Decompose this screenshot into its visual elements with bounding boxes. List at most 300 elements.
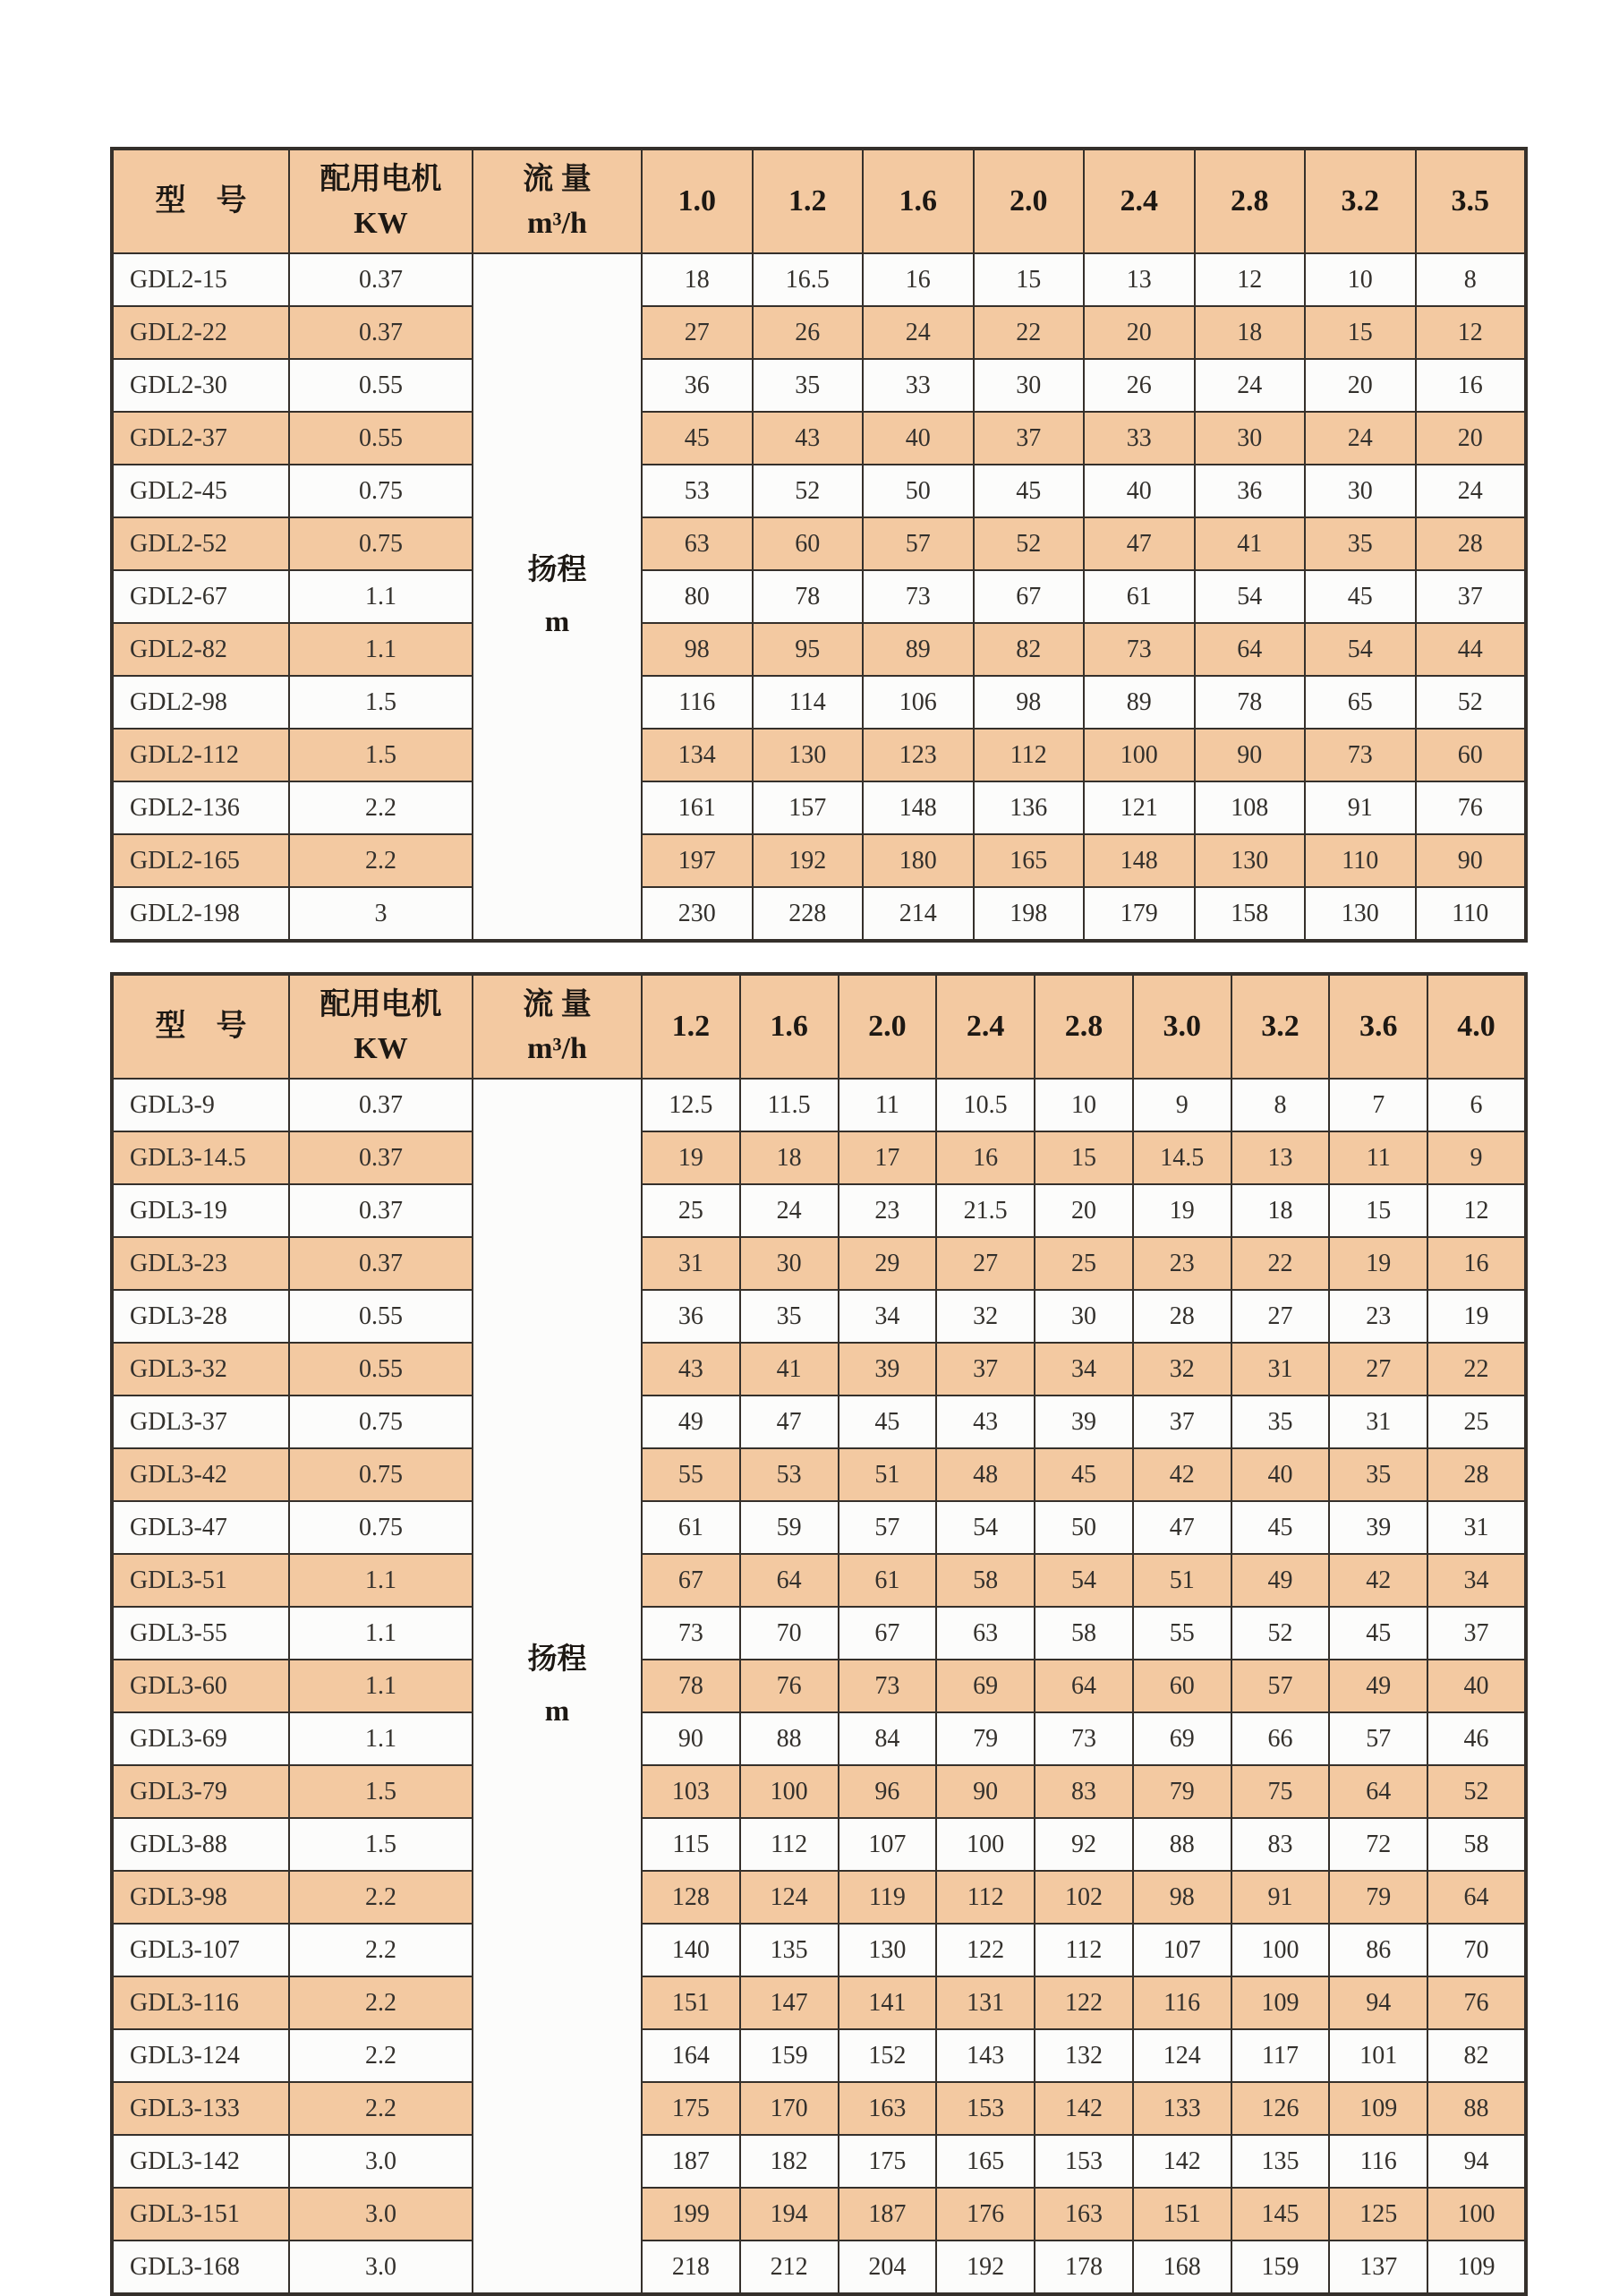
cell-head-value: 23 — [1133, 1237, 1231, 1290]
cell-head-value: 128 — [642, 1871, 740, 1924]
cell-head-value: 37 — [1416, 570, 1527, 623]
cell-head-value: 100 — [936, 1818, 1035, 1871]
table-row — [112, 1237, 1526, 1290]
cell-head-value: 14.5 — [1133, 1131, 1231, 1184]
cell-head-value: 159 — [1231, 2241, 1330, 2294]
cell-head-value: 76 — [740, 1660, 839, 1712]
cell-motor-kw: 0.37 — [289, 1131, 473, 1184]
cell-head-value: 24 — [1305, 412, 1416, 465]
cell-head-value: 35 — [740, 1290, 839, 1343]
cell-head-value: 11.5 — [740, 1079, 839, 1131]
cell-head-value: 49 — [1231, 1554, 1330, 1607]
cell-head-value: 165 — [974, 834, 1085, 887]
header-flow-unit: m³/h — [527, 207, 587, 240]
header-flow-value: 2.0 — [974, 149, 1085, 253]
cell-head-value: 110 — [1305, 834, 1416, 887]
cell-head-value: 151 — [1133, 2188, 1231, 2241]
cell-head-value: 18 — [1231, 1184, 1330, 1237]
cell-head-value: 52 — [974, 517, 1085, 570]
cell-head-value: 27 — [1329, 1343, 1427, 1396]
cell-head-value: 112 — [740, 1818, 839, 1871]
table-row — [112, 359, 1526, 412]
cell-head-value: 23 — [1329, 1290, 1427, 1343]
cell-head-value: 6 — [1427, 1079, 1526, 1131]
header-flow-value: 4.0 — [1427, 974, 1526, 1079]
cell-head-value: 78 — [642, 1660, 740, 1712]
cell-head-value: 192 — [936, 2241, 1035, 2294]
cell-motor-kw: 1.5 — [289, 676, 473, 729]
cell-head-value: 204 — [839, 2241, 937, 2294]
cell-head-value: 101 — [1329, 2029, 1427, 2082]
header-model-label: 型 号 — [155, 1010, 247, 1044]
cell-model: GDL3-124 — [112, 2029, 289, 2082]
cell-head-value: 94 — [1427, 2135, 1526, 2188]
cell-motor-kw: 1.5 — [289, 1818, 473, 1871]
cell-head-value: 43 — [642, 1343, 740, 1396]
cell-head-value: 176 — [936, 2188, 1035, 2241]
cell-head-value: 94 — [1329, 1976, 1427, 2029]
cell-head-value: 124 — [1133, 2029, 1231, 2082]
cell-motor-kw: 2.2 — [289, 834, 473, 887]
cell-head-value: 17 — [839, 1131, 937, 1184]
header-flow-value: 3.2 — [1231, 974, 1330, 1079]
cell-head-value: 22 — [1231, 1237, 1330, 1290]
cell-head-value: 58 — [1427, 1818, 1526, 1871]
cell-head-value: 18 — [1195, 306, 1306, 359]
table-row — [112, 253, 1526, 306]
cell-head-value: 22 — [1427, 1343, 1526, 1396]
cell-head-value: 53 — [740, 1448, 839, 1501]
cell-motor-kw: 0.37 — [289, 306, 473, 359]
cell-head-value: 92 — [1035, 1818, 1133, 1871]
cell-model: GDL2-136 — [112, 781, 289, 834]
cell-head-value: 130 — [1195, 834, 1306, 887]
cell-head-value: 218 — [642, 2241, 740, 2294]
cell-head-value: 73 — [642, 1607, 740, 1660]
cell-head-value: 75 — [1231, 1765, 1330, 1818]
cell-head-value: 63 — [936, 1607, 1035, 1660]
cell-head-value: 10 — [1035, 1079, 1133, 1131]
cell-head-value: 20 — [1035, 1184, 1133, 1237]
cell-head-value: 117 — [1231, 2029, 1330, 2082]
header-motor-column — [289, 149, 473, 253]
cell-motor-kw: 1.5 — [289, 729, 473, 781]
cell-head-value: 58 — [1035, 1607, 1133, 1660]
cell-head-value: 82 — [974, 623, 1085, 676]
cell-head-value: 112 — [974, 729, 1085, 781]
head-unit-merged-cell — [473, 1079, 642, 2294]
cell-head-value: 98 — [1133, 1871, 1231, 1924]
cell-head-value: 90 — [936, 1765, 1035, 1818]
header-flow-value: 1.6 — [740, 974, 839, 1079]
cell-head-value: 26 — [753, 306, 864, 359]
cell-head-value: 161 — [642, 781, 753, 834]
cell-head-value: 12 — [1427, 1184, 1526, 1237]
cell-head-value: 125 — [1329, 2188, 1427, 2241]
cell-model: GDL3-79 — [112, 1765, 289, 1818]
cell-motor-kw: 0.37 — [289, 1184, 473, 1237]
cell-head-value: 64 — [1427, 1871, 1526, 1924]
cell-head-value: 170 — [740, 2082, 839, 2135]
cell-model: GDL3-168 — [112, 2241, 289, 2294]
cell-head-value: 63 — [642, 517, 753, 570]
header-motor-label: 配用电机 — [320, 162, 442, 196]
cell-motor-kw: 0.75 — [289, 1396, 473, 1448]
cell-head-value: 25 — [1035, 1237, 1133, 1290]
cell-head-value: 88 — [1427, 2082, 1526, 2135]
table-row — [112, 306, 1526, 359]
cell-model: GDL3-133 — [112, 2082, 289, 2135]
cell-head-value: 27 — [936, 1237, 1035, 1290]
cell-head-value: 18 — [740, 1131, 839, 1184]
cell-head-value: 214 — [863, 887, 974, 941]
cell-head-value: 10.5 — [936, 1079, 1035, 1131]
cell-head-value: 78 — [753, 570, 864, 623]
cell-head-value: 51 — [1133, 1554, 1231, 1607]
cell-head-value: 30 — [1195, 412, 1306, 465]
header-flow-column — [473, 974, 642, 1079]
cell-head-value: 158 — [1195, 887, 1306, 941]
cell-head-value: 95 — [753, 623, 864, 676]
header-motor-column — [289, 974, 473, 1079]
cell-head-value: 151 — [642, 1976, 740, 2029]
cell-head-value: 175 — [642, 2082, 740, 2135]
cell-head-value: 212 — [740, 2241, 839, 2294]
header-model-column — [112, 149, 289, 253]
cell-head-value: 33 — [1084, 412, 1195, 465]
table-row — [112, 1501, 1526, 1554]
cell-head-value: 35 — [1305, 517, 1416, 570]
cell-model: GDL3-107 — [112, 1924, 289, 1976]
cell-head-value: 164 — [642, 2029, 740, 2082]
cell-head-value: 20 — [1416, 412, 1527, 465]
header-flow-value: 3.6 — [1329, 974, 1427, 1079]
cell-model: GDL3-60 — [112, 1660, 289, 1712]
cell-head-value: 100 — [1231, 1924, 1330, 1976]
cell-head-value: 168 — [1133, 2241, 1231, 2294]
cell-head-value: 45 — [1329, 1607, 1427, 1660]
table-row — [112, 517, 1526, 570]
cell-head-value: 143 — [936, 2029, 1035, 2082]
cell-motor-kw: 1.1 — [289, 1607, 473, 1660]
cell-motor-kw: 2.2 — [289, 2082, 473, 2135]
cell-head-value: 16.5 — [753, 253, 864, 306]
cell-head-value: 50 — [863, 465, 974, 517]
cell-head-value: 44 — [1416, 623, 1527, 676]
table-row — [112, 1976, 1526, 2029]
cell-head-value: 130 — [839, 1924, 937, 1976]
cell-head-value: 78 — [1195, 676, 1306, 729]
cell-head-value: 67 — [839, 1607, 937, 1660]
cell-head-value: 8 — [1231, 1079, 1330, 1131]
cell-motor-kw: 0.37 — [289, 253, 473, 306]
table-row — [112, 2082, 1526, 2135]
cell-head-value: 10 — [1305, 253, 1416, 306]
cell-head-value: 16 — [1427, 1237, 1526, 1290]
header-model-label: 型 号 — [155, 184, 247, 218]
cell-head-value: 83 — [1231, 1818, 1330, 1871]
cell-model: GDL3-142 — [112, 2135, 289, 2188]
cell-head-value: 90 — [1195, 729, 1306, 781]
cell-head-value: 40 — [1427, 1660, 1526, 1712]
cell-head-value: 54 — [936, 1501, 1035, 1554]
cell-head-value: 67 — [974, 570, 1085, 623]
table-row — [112, 570, 1526, 623]
cell-head-value: 148 — [863, 781, 974, 834]
cell-head-value: 32 — [936, 1290, 1035, 1343]
cell-head-value: 35 — [753, 359, 864, 412]
cell-head-value: 126 — [1231, 2082, 1330, 2135]
cell-head-value: 19 — [1329, 1237, 1427, 1290]
table-row — [112, 2188, 1526, 2241]
table-row — [112, 1818, 1526, 1871]
cell-motor-kw: 3.0 — [289, 2188, 473, 2241]
cell-head-value: 141 — [839, 1976, 937, 2029]
cell-head-value: 123 — [863, 729, 974, 781]
cell-head-value: 50 — [1035, 1501, 1133, 1554]
header-motor-unit: KW — [354, 1032, 408, 1065]
cell-head-value: 54 — [1305, 623, 1416, 676]
cell-head-value: 57 — [863, 517, 974, 570]
cell-model: GDL2-37 — [112, 412, 289, 465]
cell-head-value: 65 — [1305, 676, 1416, 729]
cell-head-value: 45 — [1305, 570, 1416, 623]
cell-head-value: 187 — [642, 2135, 740, 2188]
cell-head-value: 39 — [1329, 1501, 1427, 1554]
head-unit-merged-cell — [473, 253, 642, 941]
cell-model: GDL2-198 — [112, 887, 289, 941]
cell-model: GDL3-28 — [112, 1290, 289, 1343]
gdl3-spec-table — [110, 972, 1528, 2296]
cell-head-value: 122 — [936, 1924, 1035, 1976]
header-flow-column — [473, 149, 642, 253]
cell-head-value: 115 — [642, 1818, 740, 1871]
cell-head-value: 79 — [1329, 1871, 1427, 1924]
table-row — [112, 1660, 1526, 1712]
cell-motor-kw: 0.55 — [289, 359, 473, 412]
cell-head-value: 175 — [839, 2135, 937, 2188]
header-flow-value: 1.6 — [863, 149, 974, 253]
cell-head-value: 69 — [936, 1660, 1035, 1712]
cell-head-value: 136 — [974, 781, 1085, 834]
table-row — [112, 623, 1526, 676]
cell-head-value: 35 — [1329, 1448, 1427, 1501]
gdl2-spec-table — [110, 147, 1528, 943]
cell-model: GDL3-9 — [112, 1079, 289, 1131]
cell-motor-kw: 1.1 — [289, 1660, 473, 1712]
cell-head-value: 110 — [1416, 887, 1527, 941]
cell-head-value: 112 — [936, 1871, 1035, 1924]
cell-head-value: 122 — [1035, 1976, 1133, 2029]
header-flow-value: 2.8 — [1195, 149, 1306, 253]
cell-head-value: 72 — [1329, 1818, 1427, 1871]
cell-head-value: 16 — [1416, 359, 1527, 412]
cell-motor-kw: 1.1 — [289, 1554, 473, 1607]
cell-head-value: 18 — [642, 253, 753, 306]
table-row — [112, 2241, 1526, 2294]
cell-head-value: 33 — [863, 359, 974, 412]
cell-head-value: 28 — [1427, 1448, 1526, 1501]
table-row — [112, 1290, 1526, 1343]
table-row — [112, 2029, 1526, 2082]
cell-head-value: 124 — [740, 1871, 839, 1924]
table-row — [112, 1184, 1526, 1237]
cell-motor-kw: 2.2 — [289, 1976, 473, 2029]
cell-head-value: 163 — [839, 2082, 937, 2135]
table-row — [112, 887, 1526, 941]
cell-head-value: 55 — [1133, 1607, 1231, 1660]
cell-head-value: 23 — [839, 1184, 937, 1237]
cell-head-value: 41 — [740, 1343, 839, 1396]
cell-head-value: 130 — [753, 729, 864, 781]
cell-head-value: 82 — [1427, 2029, 1526, 2082]
cell-head-value: 40 — [1084, 465, 1195, 517]
cell-head-value: 48 — [936, 1448, 1035, 1501]
cell-model: GDL2-112 — [112, 729, 289, 781]
cell-head-value: 52 — [1231, 1607, 1330, 1660]
header-flow-value: 1.2 — [642, 974, 740, 1079]
cell-head-value: 130 — [1305, 887, 1416, 941]
cell-model: GDL2-98 — [112, 676, 289, 729]
cell-motor-kw: 3 — [289, 887, 473, 941]
cell-motor-kw: 0.37 — [289, 1079, 473, 1131]
cell-head-value: 36 — [642, 359, 753, 412]
cell-head-value: 37 — [974, 412, 1085, 465]
header-flow-value: 3.0 — [1133, 974, 1231, 1079]
cell-head-value: 11 — [839, 1079, 937, 1131]
header-flow-value: 1.2 — [753, 149, 864, 253]
cell-head-value: 27 — [1231, 1290, 1330, 1343]
cell-head-value: 30 — [1305, 465, 1416, 517]
cell-head-value: 228 — [753, 887, 864, 941]
table-row — [112, 1448, 1526, 1501]
cell-head-value: 43 — [753, 412, 864, 465]
cell-head-value: 52 — [753, 465, 864, 517]
cell-head-value: 39 — [839, 1343, 937, 1396]
cell-motor-kw: 1.1 — [289, 570, 473, 623]
cell-model: GDL3-116 — [112, 1976, 289, 2029]
head-unit: m — [544, 1694, 570, 1728]
cell-head-value: 15 — [1305, 306, 1416, 359]
header-flow-label: 流 量 — [523, 987, 592, 1021]
cell-motor-kw: 0.75 — [289, 517, 473, 570]
cell-head-value: 54 — [1035, 1554, 1133, 1607]
table-row — [112, 1607, 1526, 1660]
cell-head-value: 98 — [974, 676, 1085, 729]
cell-head-value: 79 — [1133, 1765, 1231, 1818]
header-flow-label: 流 量 — [523, 162, 592, 196]
cell-model: GDL2-15 — [112, 253, 289, 306]
cell-head-value: 88 — [1133, 1818, 1231, 1871]
cell-head-value: 180 — [863, 834, 974, 887]
cell-head-value: 61 — [839, 1554, 937, 1607]
cell-head-value: 73 — [1305, 729, 1416, 781]
cell-model: GDL3-23 — [112, 1237, 289, 1290]
cell-head-value: 84 — [839, 1712, 937, 1765]
cell-head-value: 20 — [1084, 306, 1195, 359]
cell-head-value: 140 — [642, 1924, 740, 1976]
cell-head-value: 64 — [1035, 1660, 1133, 1712]
cell-head-value: 91 — [1305, 781, 1416, 834]
cell-head-value: 47 — [1084, 517, 1195, 570]
cell-head-value: 121 — [1084, 781, 1195, 834]
cell-head-value: 67 — [642, 1554, 740, 1607]
cell-head-value: 119 — [839, 1871, 937, 1924]
cell-head-value: 36 — [642, 1290, 740, 1343]
cell-head-value: 131 — [936, 1976, 1035, 2029]
cell-head-value: 42 — [1329, 1554, 1427, 1607]
cell-head-value: 114 — [753, 676, 864, 729]
cell-head-value: 34 — [839, 1290, 937, 1343]
cell-head-value: 49 — [1329, 1660, 1427, 1712]
cell-model: GDL3-47 — [112, 1501, 289, 1554]
cell-motor-kw: 2.2 — [289, 1924, 473, 1976]
cell-head-value: 42 — [1133, 1448, 1231, 1501]
cell-head-value: 36 — [1195, 465, 1306, 517]
cell-head-value: 145 — [1231, 2188, 1330, 2241]
cell-head-value: 91 — [1231, 1871, 1330, 1924]
cell-head-value: 24 — [740, 1184, 839, 1237]
cell-head-value: 45 — [974, 465, 1085, 517]
cell-head-value: 30 — [1035, 1290, 1133, 1343]
head-label: 扬程 — [527, 553, 587, 586]
cell-head-value: 45 — [839, 1396, 937, 1448]
cell-motor-kw: 2.2 — [289, 1871, 473, 1924]
cell-head-value: 46 — [1427, 1712, 1526, 1765]
table-row — [112, 1131, 1526, 1184]
cell-head-value: 61 — [1084, 570, 1195, 623]
cell-head-value: 49 — [642, 1396, 740, 1448]
cell-head-value: 64 — [740, 1554, 839, 1607]
cell-head-value: 70 — [1427, 1924, 1526, 1976]
cell-model: GDL2-30 — [112, 359, 289, 412]
table-row — [112, 2135, 1526, 2188]
cell-head-value: 90 — [1416, 834, 1527, 887]
header-flow-value: 2.8 — [1035, 974, 1133, 1079]
cell-head-value: 31 — [1231, 1343, 1330, 1396]
cell-head-value: 73 — [1035, 1712, 1133, 1765]
cell-head-value: 73 — [1084, 623, 1195, 676]
cell-head-value: 100 — [740, 1765, 839, 1818]
cell-head-value: 73 — [839, 1660, 937, 1712]
cell-head-value: 28 — [1133, 1290, 1231, 1343]
head-unit: m — [544, 605, 570, 638]
cell-head-value: 96 — [839, 1765, 937, 1818]
cell-head-value: 37 — [1427, 1607, 1526, 1660]
cell-model: GDL2-82 — [112, 623, 289, 676]
cell-head-value: 198 — [974, 887, 1085, 941]
cell-head-value: 70 — [740, 1607, 839, 1660]
table-row — [112, 1765, 1526, 1818]
cell-head-value: 98 — [642, 623, 753, 676]
table-row — [112, 834, 1526, 887]
cell-head-value: 12 — [1195, 253, 1306, 306]
cell-head-value: 157 — [753, 781, 864, 834]
cell-model: GDL3-69 — [112, 1712, 289, 1765]
cell-head-value: 24 — [1195, 359, 1306, 412]
cell-head-value: 89 — [863, 623, 974, 676]
cell-head-value: 29 — [839, 1237, 937, 1290]
cell-head-value: 28 — [1416, 517, 1527, 570]
cell-head-value: 165 — [936, 2135, 1035, 2188]
cell-head-value: 60 — [753, 517, 864, 570]
cell-head-value: 13 — [1084, 253, 1195, 306]
cell-head-value: 142 — [1035, 2082, 1133, 2135]
cell-head-value: 116 — [1329, 2135, 1427, 2188]
cell-head-value: 194 — [740, 2188, 839, 2241]
cell-head-value: 19 — [1133, 1184, 1231, 1237]
cell-head-value: 116 — [642, 676, 753, 729]
